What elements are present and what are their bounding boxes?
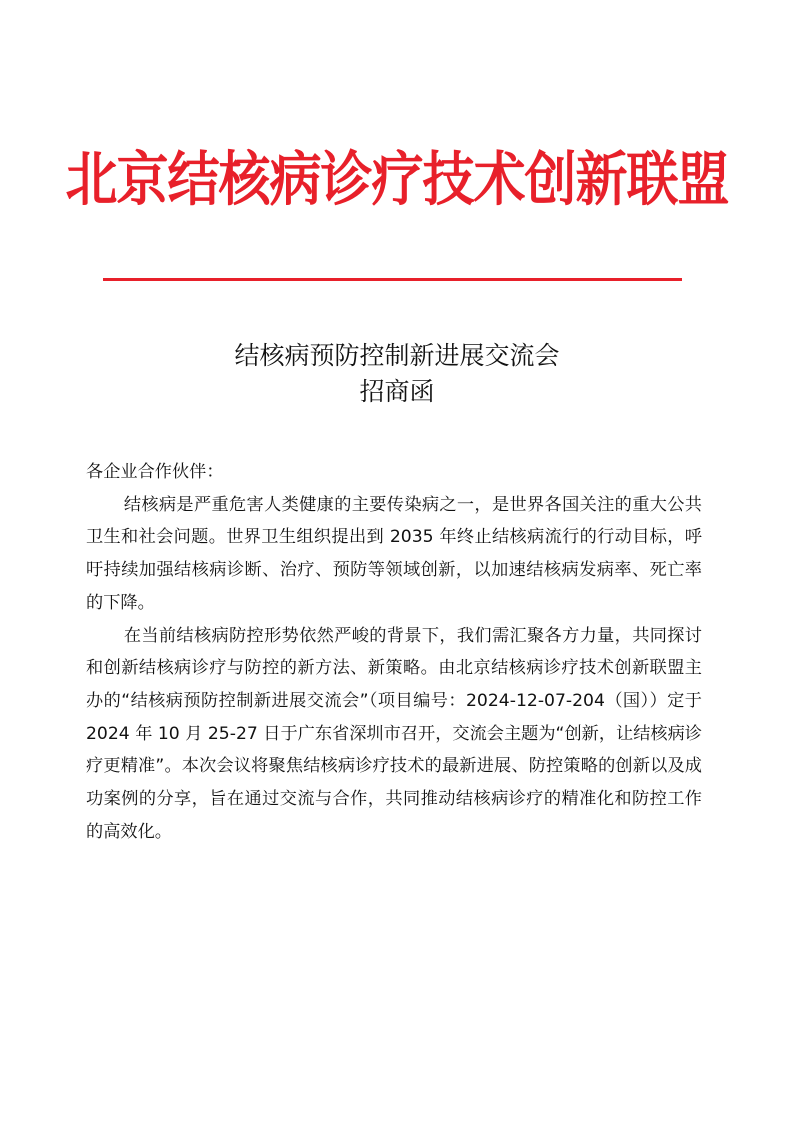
letterhead-red-rule [103, 278, 682, 281]
letter-body [86, 456, 702, 848]
paragraph-1: 结核病是严重危害人类健康的主要传染病之一，是世界各国关注的重大公共卫生和社会问题。世界卫生组织提出到 2035 年终止结核病流行的行动目标，呼吁持续加强结核病诊断、治疗、预防等领域创新，以加速结核病发病率、死亡率的下降。 [86, 494, 702, 613]
salutation: 各企业合作伙伴： [86, 462, 224, 482]
paragraph-2: 在当前结核病防控形势依然严峻的背景下，我们需汇聚各方力量，共同探讨和创新结核病诊疗与防控的新方法、新策略。由北京结核病诊疗技术创新联盟主办的“结核病预防控制新进展交流会”（项目编号：2024-12-07-204（国））定于 2024 年 10 月 25-27 日于广东省深圳市召开，交流会主题为“创新，让结核病诊疗更精准”。本次会议将聚焦结核病诊疗技术的最新进展、防控策略的创新以及成功案例的分享，旨在通过交流与合作，共同推动结核病诊疗的精准化和防控工作的高效化。 [86, 625, 702, 842]
document-title [0, 338, 794, 410]
letterhead-org-name: 北京结核病诊疗技术创新联盟 [65, 146, 729, 214]
title-line-1: 结核病预防控制新进展交流会 [234, 341, 560, 370]
title-line-2: 招商函 [359, 377, 435, 406]
